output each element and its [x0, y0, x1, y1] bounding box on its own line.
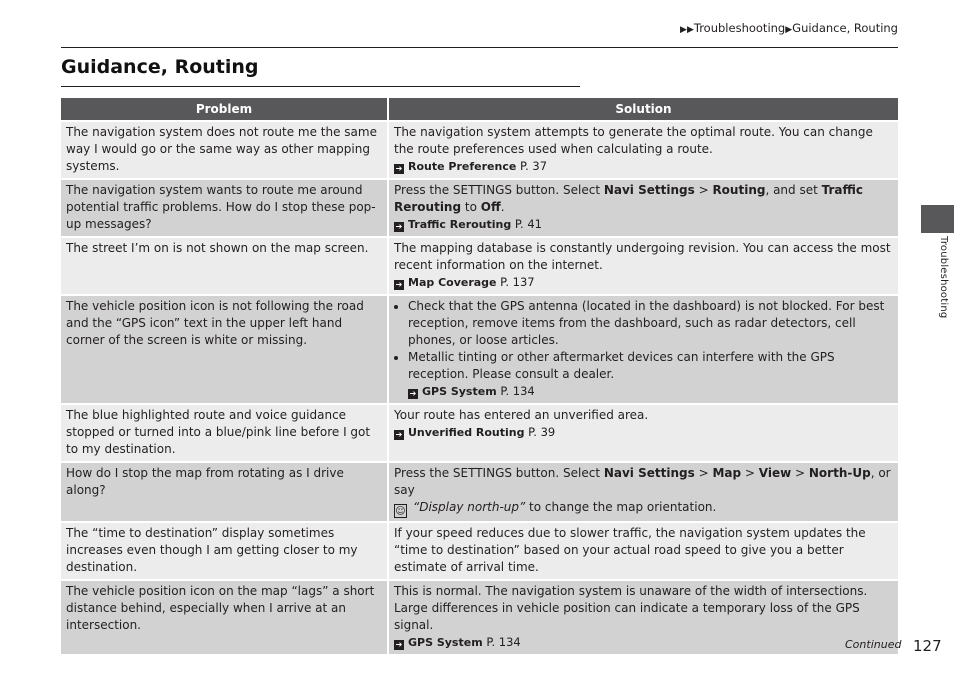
solution-cell — [388, 580, 898, 654]
troubleshooting-table — [61, 98, 898, 654]
table-row — [61, 179, 898, 237]
cross-reference[interactable] — [394, 158, 894, 175]
reference-title[interactable]: Map Coverage — [408, 276, 497, 289]
cross-reference-icon: ➔ — [409, 389, 417, 398]
solution-text — [394, 465, 894, 499]
cross-reference-icon: ➔ — [395, 164, 403, 173]
column-header-problem: Problem — [61, 98, 388, 121]
reference-title[interactable]: GPS System — [408, 636, 483, 649]
cross-reference[interactable] — [394, 634, 894, 651]
solution-text: This is normal. The navigation system is unaware of the width of intersections. Large differences in vehicle position can indicate a temporary loss of the GPS signal. — [394, 584, 868, 632]
breadcrumb-current: Guidance, Routing — [792, 21, 898, 35]
bullet-item: • Check that the GPS antenna (located in the dashboard) is not blocked. For best reception, remove items from the dashboard, such as radar detectors, cell phones, or loose articles. — [408, 298, 894, 349]
breadcrumb-section[interactable]: Troubleshooting — [693, 21, 786, 35]
table-row — [61, 295, 898, 404]
text-run: to — [461, 200, 481, 214]
solution-cell — [388, 179, 898, 237]
problem-cell: How do I stop the map from rotating as I drive along? — [61, 462, 388, 522]
solution-cell: If your speed reduces due to slower traffic, the navigation system updates the “time to destination” based on your actual road speed to give you a better estimate of arrival time. — [388, 522, 898, 580]
bullet-item — [408, 349, 894, 400]
problem-cell: The navigation system wants to route me around potential traffic problems. How do I stop these pop-up messages? — [61, 179, 388, 237]
problem-cell: The navigation system does not route me the same way I would go or the same way as other mapping systems. — [61, 121, 388, 179]
column-header-solution: Solution — [388, 98, 898, 121]
menu-item-view: View — [758, 466, 792, 480]
bullet-text: Metallic tinting or other aftermarket devices can interfere with the GPS reception. Please consult a dealer. — [408, 350, 835, 381]
double-arrow-icon: ▶▶ — [680, 25, 694, 35]
text-run: , and set — [765, 183, 822, 197]
solution-bullets — [394, 298, 894, 400]
reference-page: P. 134 — [500, 384, 535, 398]
cross-reference[interactable] — [394, 424, 894, 441]
table-row — [61, 462, 898, 522]
reference-page: P. 137 — [500, 275, 535, 289]
solution-cell — [388, 462, 898, 522]
reference-title[interactable]: Traffic Rerouting — [408, 218, 512, 231]
problem-cell: The blue highlighted route and voice guidance stopped or turned into a blue/pink line before I got to my destination. — [61, 404, 388, 462]
cross-reference[interactable] — [394, 216, 894, 233]
solution-cell — [388, 121, 898, 179]
option-off: Off — [480, 200, 501, 214]
cross-reference-icon: ➔ — [395, 640, 403, 649]
cross-reference-icon: ➔ — [395, 280, 403, 289]
continued-label: Continued — [845, 638, 902, 651]
problem-cell: The vehicle position icon on the map “lags” a short distance behind, especially when I arrive at an intersection. — [61, 580, 388, 654]
header-divider — [61, 47, 898, 48]
problem-cell: The vehicle position icon is not following the road and the “GPS icon” text in the upper left hand corner of the screen is white or missing. — [61, 295, 388, 404]
solution-text — [394, 182, 894, 216]
text-run: , or say — [394, 466, 891, 497]
reference-page: P. 41 — [514, 217, 542, 231]
table-row — [61, 404, 898, 462]
table-row — [61, 121, 898, 179]
reference-title[interactable]: Unverified Routing — [408, 426, 525, 439]
chapter-tab[interactable] — [921, 205, 954, 233]
breadcrumb — [680, 21, 898, 35]
table-row — [61, 237, 898, 295]
text-run: > — [694, 466, 713, 480]
table-row — [61, 522, 898, 580]
reference-page: P. 37 — [519, 159, 548, 173]
text-run: Press the SETTINGS button. Select — [394, 466, 604, 480]
solution-text: The mapping database is constantly undergoing revision. You can access the most recent information on the internet. — [394, 241, 891, 272]
reference-page: P. 39 — [528, 425, 556, 439]
menu-item-navi-settings: Navi Settings — [603, 466, 695, 480]
cross-reference[interactable] — [394, 274, 894, 291]
solution-text: Your route has entered an unverified area. — [394, 408, 649, 422]
voice-talk-icon: ☺ — [395, 506, 406, 517]
cross-reference[interactable] — [408, 383, 894, 400]
arrow-icon: ▶ — [785, 25, 793, 35]
title-underline — [61, 86, 580, 87]
text-run: Press the SETTINGS button. Select — [394, 183, 604, 197]
voice-command-line — [394, 499, 894, 518]
solution-cell — [388, 404, 898, 462]
text-run: . — [500, 200, 505, 214]
solution-cell — [388, 295, 898, 404]
problem-cell: The “time to destination” display sometimes increases even though I am getting closer to my destination. — [61, 522, 388, 580]
text-run: > — [694, 183, 713, 197]
voice-command: “Display north-up” — [413, 500, 526, 514]
solution-cell — [388, 237, 898, 295]
cross-reference-icon: ➔ — [395, 222, 403, 231]
reference-page: P. 134 — [486, 635, 521, 649]
text-run: > — [741, 466, 759, 480]
menu-item-map: Map — [712, 466, 742, 480]
text-run: to change the map orientation. — [525, 500, 717, 514]
reference-title[interactable]: GPS System — [422, 385, 497, 398]
reference-title[interactable]: Route Preference — [408, 160, 517, 173]
cross-reference-icon: ➔ — [395, 430, 403, 439]
chapter-tab-label: Troubleshooting — [938, 236, 949, 319]
page-number: 127 — [913, 637, 942, 655]
table-header-row — [61, 98, 898, 121]
page-title: Guidance, Routing — [61, 56, 259, 78]
menu-item-routing: Routing — [712, 183, 766, 197]
text-run: > — [791, 466, 809, 480]
menu-item-navi-settings: Navi Settings — [603, 183, 695, 197]
problem-cell: The street I’m on is not shown on the map screen. — [61, 237, 388, 295]
menu-item-traffic-rerouting: Traffic Rerouting — [394, 183, 864, 214]
solution-text: The navigation system attempts to generate the optimal route. You can change the route preferences used when calculating a route. — [394, 125, 873, 156]
table-row — [61, 580, 898, 654]
option-north-up: North-Up — [808, 466, 871, 480]
